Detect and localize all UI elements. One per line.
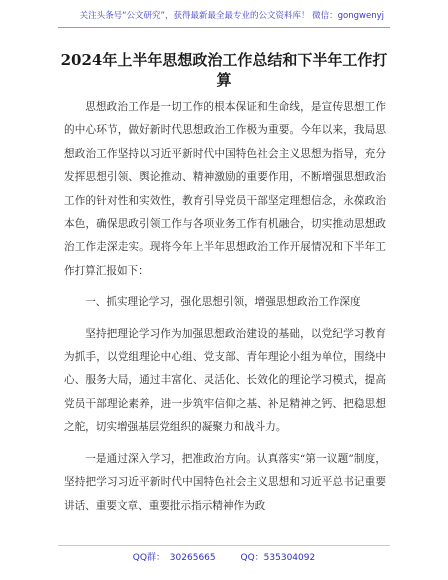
- document-title: 2024年上半年思想政治工作总结和下半年工作打算: [60, 51, 388, 89]
- paragraph-section-1: 坚持把理论学习作为加强思想政治建设的基础，以党纪学习教育为抓手，以党组理论中心组、党支部、青年理论小组为单位，围绕中心、服务大局，通过丰富化、灵活化、长效化的理论学习模式，提高党员干部理论素养，进一步筑牢信仰之基、补足精神之钙、把稳思想之舵，切实增强基层党组织的凝聚力和战斗力。: [64, 327, 386, 434]
- footer-qq: QQ：535304092: [240, 553, 316, 563]
- section-heading-1: 一、抓实理论学习，强化思想引领，增强思想政治工作深度: [85, 296, 361, 309]
- document-body: [64, 96, 386, 526]
- footer-banner: [0, 550, 448, 563]
- footer-divider: [58, 545, 390, 546]
- header-banner: 关注头条号“公文研究”，获得最新最全最专业的公文资料库！ 微信：gongwenyj: [79, 11, 384, 21]
- footer-qq-group: QQ群： 30265665: [132, 553, 216, 563]
- header-divider: [58, 27, 390, 28]
- paragraph-intro: 思想政治工作是一切工作的根本保证和生命线，是宣传思想工作的中心环节，做好新时代思想政治工作极为重要。今年以来，我局思想政治工作坚持以习近平新时代中国特色社会主义思想为指导，充分发挥思想引领、舆论推动、精神激励的重要作用，不断增强思想政治工作的针对性和实效性，教育引导党员干部坚定理想信念，永葆政治本色，确保思政引领工作与各项业务工作有机融合，切实推动思想政治工作走深走实。现将今年上半年思想政治工作开展情况和下半年工作打算汇报如下：: [64, 101, 386, 277]
- paragraph-point-1: 一是通过深入学习，把准政治方向。认真落实“第一议题”制度，坚持把学习习近平新时代中国特色社会主义思想和习近平总书记重要讲话、重要文章、重要批示指示精神作为政: [64, 452, 386, 512]
